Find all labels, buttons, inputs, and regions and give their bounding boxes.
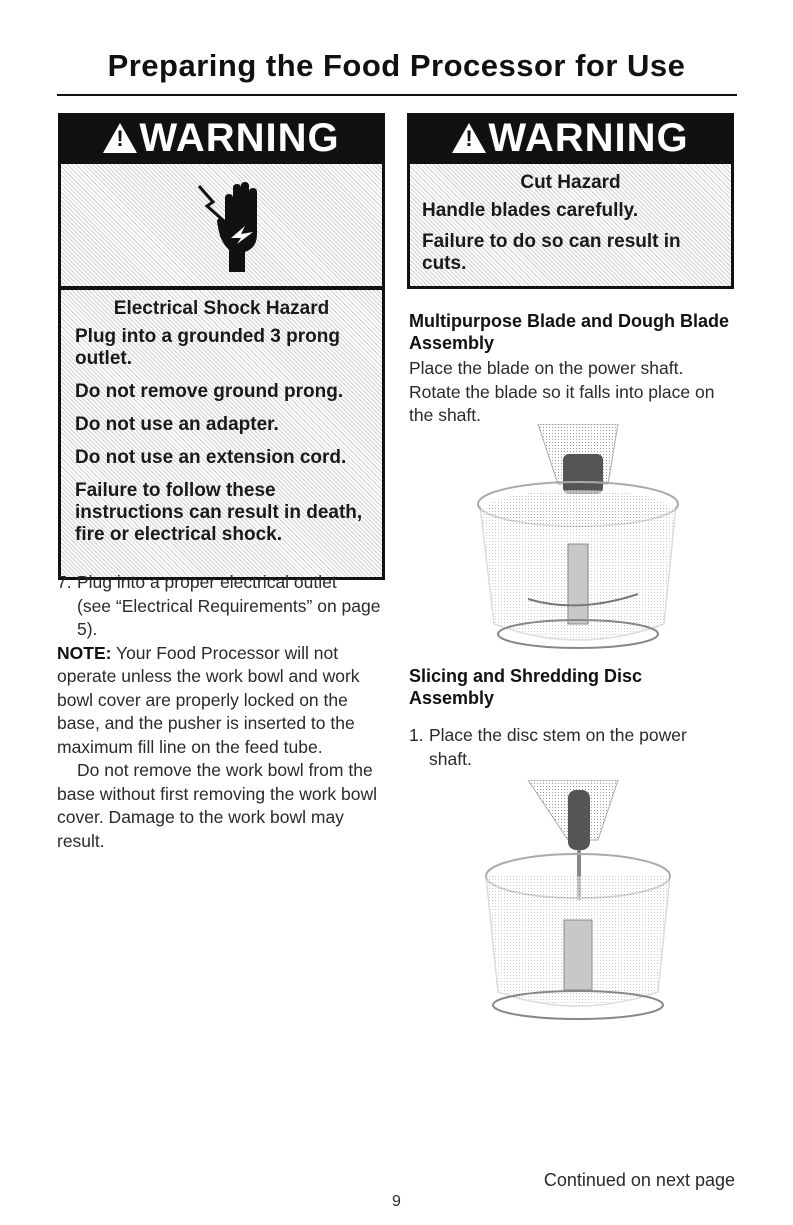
page-number: 9: [392, 1193, 401, 1210]
blade-assembly-illustration: [468, 424, 688, 664]
removal-paragraph: Do not remove the work bowl from the base without first removing the work bowl cover. Damage to the work bowl may result.: [57, 760, 377, 851]
multipurpose-blade-heading: Multipurpose Blade and Dough Blade Assembly: [409, 311, 730, 353]
electrical-warning-header: [58, 113, 385, 163]
electrical-hazard-title: Electrical Shock Hazard: [113, 298, 330, 319]
multipurpose-blade-body: Place the blade on the power shaft. Rotate the blade so it falls into place on the shaft.: [409, 358, 715, 425]
step-7: [57, 571, 387, 595]
electrical-shock-hand-icon: [195, 176, 275, 281]
warning-triangle-icon: [103, 123, 137, 153]
step-text: Plug into a proper electrical outlet: [77, 572, 337, 592]
warning-line: Do not remove ground prong.: [75, 381, 344, 402]
warning-line: Failure to do so can result in cuts.: [422, 231, 681, 274]
warning-line: Handle blades carefully.: [422, 200, 639, 221]
cut-warning-header: [407, 113, 734, 163]
cut-warning-text-panel: [407, 161, 734, 289]
note-paragraph: [57, 642, 387, 760]
note-label: NOTE:: [57, 642, 112, 663]
step-text-continued: (see “Electrical Requirements” on page 5).: [77, 595, 381, 639]
warning-line: Do not use an extension cord.: [75, 447, 347, 468]
slicing-step-1: [409, 724, 734, 771]
electrical-warning-text-panel: [58, 287, 385, 580]
disc-assembly-illustration: [468, 780, 688, 1028]
warning-triangle-icon: [452, 123, 486, 153]
slicing-disc-heading: Slicing and Shredding Disc Assembly: [409, 666, 643, 708]
page-title: Preparing the Food Processor for Use: [107, 48, 686, 83]
warning-line: Failure to follow these instructions can result in death, fire or electrical shock.: [75, 480, 363, 545]
warning-line: Plug into a grounded 3 prong outlet.: [75, 326, 340, 369]
electrical-warning-icon-panel: [58, 161, 385, 289]
note-text: Your Food Processor will not operate unless the work bowl and work bowl cover are properly locked on the base, and the pusher is inserted to the maximum fill line on the feed tube.: [57, 642, 360, 757]
step-number: 7.: [57, 572, 72, 592]
step-text: Place the disc stem on the power shaft.: [429, 725, 687, 769]
left-column: [57, 571, 387, 853]
step-number: 1.: [409, 725, 424, 745]
continued-note: Continued on next page: [543, 1170, 735, 1190]
cut-hazard-title: Cut Hazard: [520, 172, 621, 193]
warning-label: WARNING: [139, 115, 340, 160]
warning-line: Do not use an adapter.: [75, 414, 279, 435]
title-divider: [57, 94, 737, 96]
warning-label: WARNING: [488, 115, 689, 160]
